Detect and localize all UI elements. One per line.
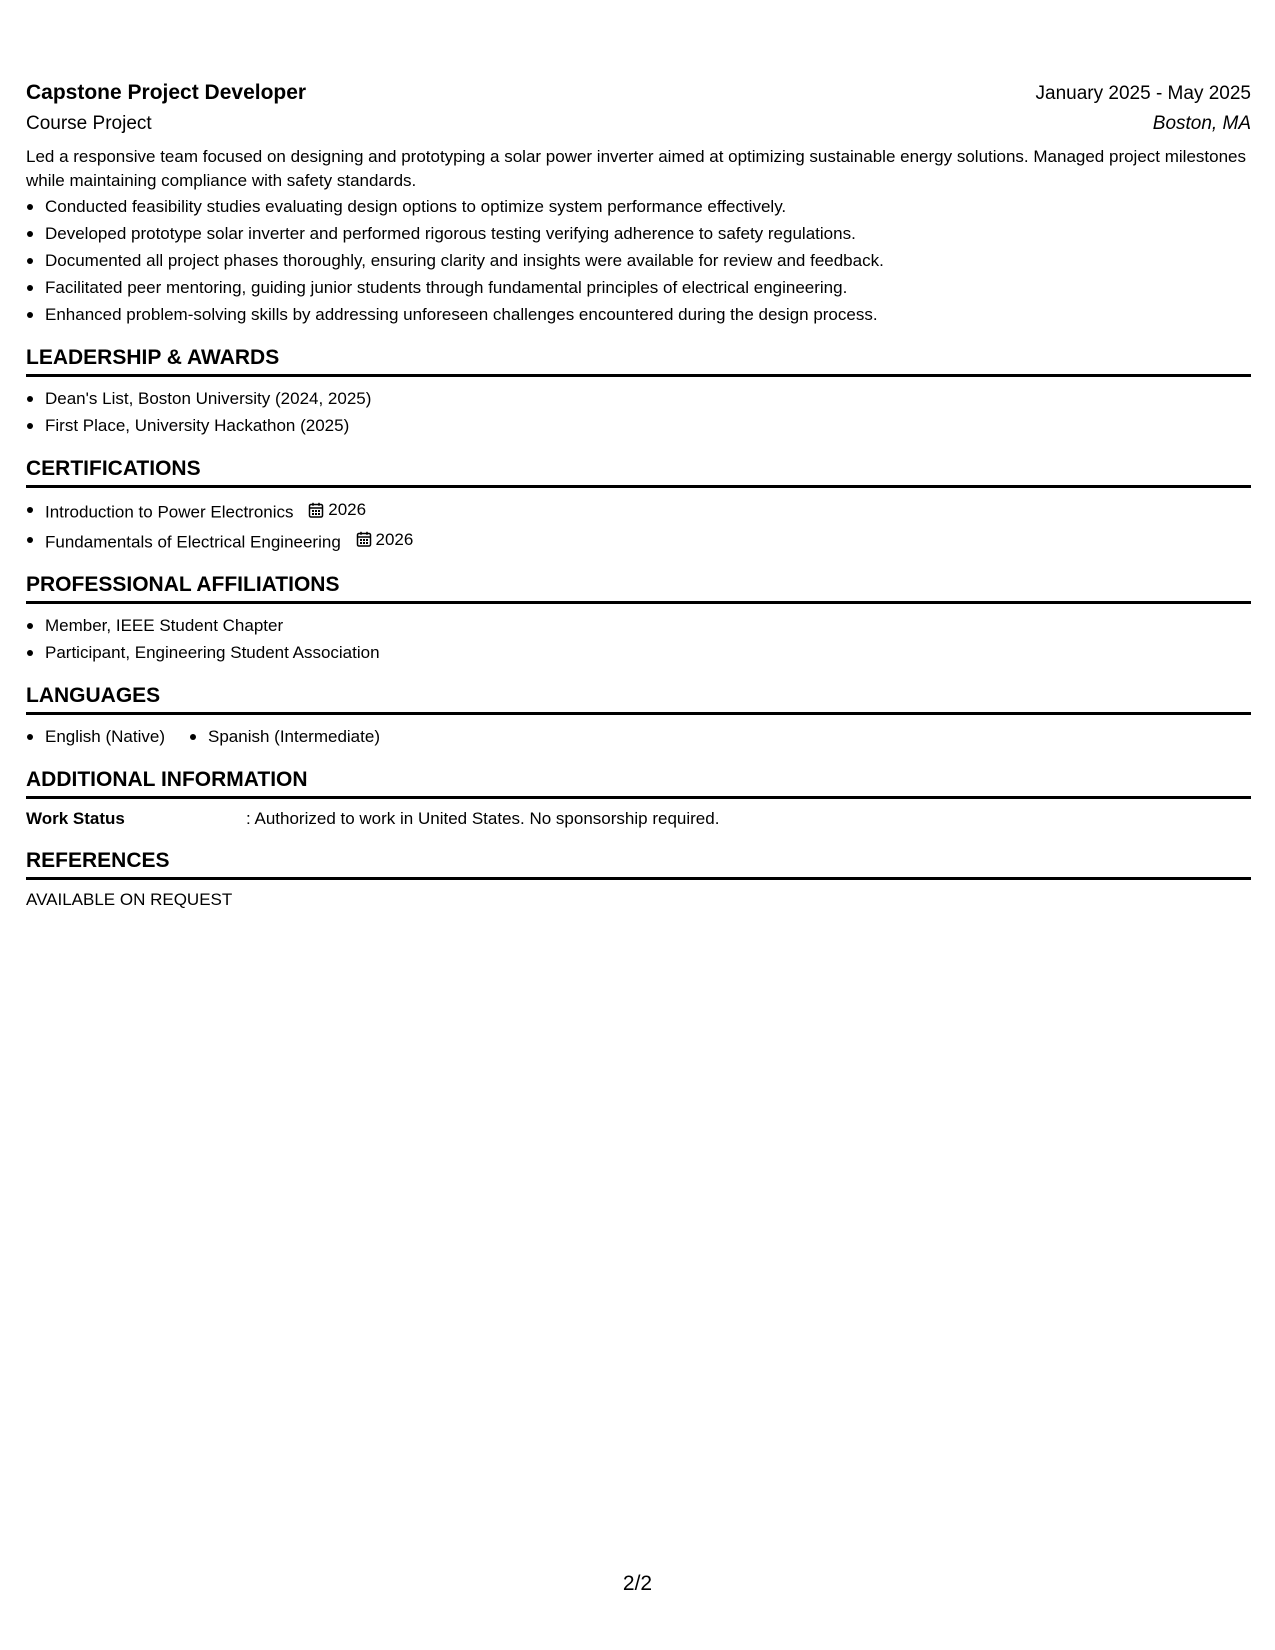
languages-list <box>26 723 1251 750</box>
job-organization: Course Project <box>26 113 152 134</box>
experience-header-row <box>26 78 1251 109</box>
section-heading-leadership: LEADERSHIP & AWARDS <box>26 344 1251 377</box>
list-item: Dean's List, Boston University (2024, 2025) <box>26 385 1251 412</box>
job-location: Boston, MA <box>1152 113 1251 134</box>
job-bullets <box>26 193 1251 328</box>
work-status-value: : Authorized to work in United States. No sponsorship required. <box>246 809 720 828</box>
language-item: English (Native) <box>26 723 165 750</box>
certification-item <box>26 526 1251 556</box>
resume-page <box>26 78 1251 912</box>
job-summary: Led a responsive team focused on designing and prototyping a solar power inverter aimed at optimizing sustainable energy solutions. Managed project milestones while maintaining compliance with safety standards. <box>26 147 1246 190</box>
calendar-icon <box>308 502 324 518</box>
affiliations-list <box>26 612 1251 666</box>
section-heading-references: REFERENCES <box>26 847 1251 880</box>
calendar-icon <box>356 531 372 547</box>
certification-year: 2026 <box>375 529 414 549</box>
leadership-list <box>26 385 1251 439</box>
certification-date <box>308 496 366 523</box>
list-item: First Place, University Hackathon (2025) <box>26 412 1251 439</box>
certification-year: 2026 <box>328 500 367 519</box>
work-status-label: Work Status <box>26 809 125 828</box>
certifications-list <box>26 496 1251 555</box>
job-dates: January 2025 - May 2025 <box>1035 83 1251 104</box>
references-text: AVAILABLE ON REQUEST <box>26 890 233 909</box>
experience-subheader-row <box>26 109 1251 139</box>
list-item: Conducted feasibility studies evaluating design options to optimize system performance effectively. <box>26 193 1251 220</box>
page-number: 2/2 <box>622 1572 653 1595</box>
list-item: Developed prototype solar inverter and performed rigorous testing verifying adherence to safety regulations. <box>26 220 1251 247</box>
section-heading-additional: ADDITIONAL INFORMATION <box>26 766 1251 799</box>
list-item: Facilitated peer mentoring, guiding junior students through fundamental principles of electrical engineering. <box>26 274 1251 301</box>
section-heading-certifications: CERTIFICATIONS <box>26 455 1251 488</box>
list-item: Enhanced problem-solving skills by addressing unforeseen challenges encountered during the design process. <box>26 301 1251 328</box>
section-heading-affiliations: PROFESSIONAL AFFILIATIONS <box>26 571 1251 604</box>
section-heading-languages: LANGUAGES <box>26 682 1251 715</box>
job-title: Capstone Project Developer <box>26 81 307 104</box>
certification-name: Fundamentals of Electrical Engineering <box>45 532 341 551</box>
work-status-row <box>26 807 1251 831</box>
experience-entry <box>26 78 1251 328</box>
list-item: Documented all project phases thoroughly, ensuring clarity and insights were available for review and feedback. <box>26 247 1251 274</box>
list-item: Member, IEEE Student Chapter <box>26 612 1251 639</box>
list-item: Participant, Engineering Student Association <box>26 639 1251 666</box>
certification-name: Introduction to Power Electronics <box>45 502 294 522</box>
language-item: Spanish (Intermediate) <box>189 723 380 750</box>
certification-date <box>356 526 414 553</box>
certification-item <box>26 496 1251 526</box>
